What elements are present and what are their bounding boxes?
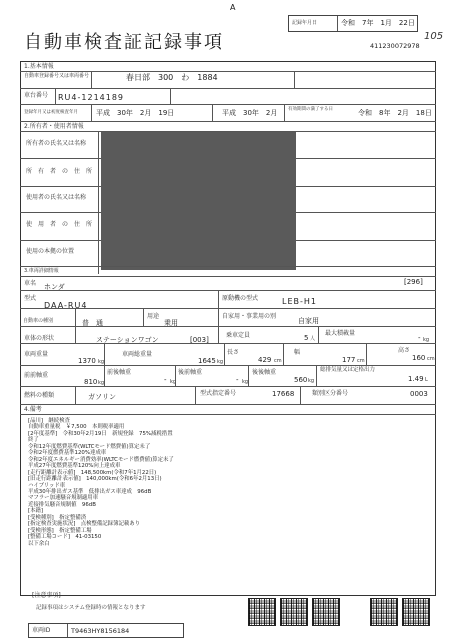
note-text: 記録事項はシステム登録時の情報となります	[36, 605, 146, 611]
remark-line: [整備工場コード] 41-03150	[28, 534, 102, 541]
remark-line: 自動車重量税 ￥7,500 本則税率適用	[28, 424, 125, 431]
page-title: 自動車検査証記録事項	[24, 32, 224, 53]
car-id-label: 車両ID	[32, 627, 51, 634]
remark-line: [本籍]	[28, 508, 43, 515]
user-address-label: 使 用 者 の 住 所	[26, 221, 93, 228]
length-unit: cm	[274, 358, 282, 364]
displacement-label: 総排気量又は定格出力	[320, 367, 376, 373]
rf-axle-label: 後前軸重	[178, 369, 203, 376]
maker-code: [296]	[404, 278, 423, 286]
user-name-label: 使用者の氏名又は名称	[26, 194, 87, 201]
maker-value: ホンダ	[44, 283, 65, 291]
remark-line: [指定検査実施状況] 点検整備記録簿記載あり	[28, 521, 141, 528]
remark-line: [受検種別] 指定整備済	[28, 514, 87, 521]
use-value: 乗用	[164, 319, 178, 327]
handwritten-number: 105	[424, 31, 444, 42]
remarks-list	[28, 418, 268, 547]
height-label: 高さ	[398, 347, 411, 354]
use-label: 用途	[147, 313, 160, 320]
ff-axle-value: 810	[84, 378, 98, 386]
remark-line: 近接排気騒音規制値 96dB	[28, 501, 96, 508]
qr-code-4	[370, 598, 398, 626]
weight-value: 1370	[78, 357, 96, 365]
remark-line: 終了	[28, 437, 39, 444]
height-unit: cm	[427, 356, 435, 362]
engine-label: 原動機の型式	[222, 295, 259, 302]
record-date-label: 記録年月日	[292, 20, 318, 26]
fr-axle-label: 前後軸重	[107, 369, 132, 376]
remark-line: 令和2年度エネルギー消費効率(WLTCモード燃費値)算定未了	[28, 456, 174, 463]
first-reg-value: 平成 30年 2月 19日	[96, 109, 175, 117]
top-mark: A	[230, 3, 236, 12]
chassis-label: 車台番号	[24, 92, 49, 99]
section2-heading: 2.所有者・使用者情報	[24, 123, 84, 130]
ff-axle-unit: kg	[98, 380, 105, 386]
fr-axle-value: -	[164, 376, 167, 384]
base-location-label: 使用の本拠の位置	[26, 248, 75, 255]
ff-axle-label: 前前軸重	[24, 372, 49, 379]
rr-axle-value: 560	[294, 376, 308, 384]
kind-value: 普 通	[82, 319, 103, 327]
expiry-label: 有効期間の満了する日	[288, 107, 333, 112]
remark-line: [2年度基準] 令和30年2月19日 新規登録 75%減税措置	[28, 430, 173, 437]
qr-code-3	[312, 598, 340, 626]
remark-line: 平成30年排出ガス基準 低排出ガス車達成 96dB	[28, 488, 152, 495]
length-value: 429	[258, 356, 272, 364]
capacity-unit: 人	[310, 336, 316, 342]
first-reg-value-2: 平成 30年 2月	[222, 109, 278, 117]
remark-line: [受検形態] 指定整備工場	[28, 527, 92, 534]
document-number: 411230072978	[370, 42, 420, 50]
remark-line: [品川] 継続検査	[28, 418, 70, 424]
section3-heading: 3.車両詳細情報	[24, 268, 59, 274]
private-value: 自家用	[298, 317, 319, 325]
displacement-value: 1.49	[408, 375, 424, 383]
body-label: 車体の形状	[24, 335, 55, 342]
car-id-box	[28, 623, 184, 638]
remark-line: マフラー加速騒音規制適用車	[28, 495, 99, 502]
chassis-value: RU4-1214189	[58, 93, 125, 102]
record-date-box	[288, 15, 418, 32]
remark-line: 令和12年度燃費基準(WLTCモード燃費値)算定未了	[28, 443, 151, 450]
remark-line: 以下余白	[28, 540, 50, 547]
body-value: ステーションワゴン	[96, 336, 159, 344]
width-value: 177	[342, 356, 356, 364]
note-heading: [注意事項]	[32, 592, 61, 599]
height-value: 160	[412, 354, 426, 362]
remark-line: 令和2年度燃費基準120%達成車	[28, 450, 107, 457]
expiry-value: 令和 8年 2月 18日	[358, 109, 432, 117]
fuel-label: 燃料の種類	[24, 392, 55, 399]
registration-label: 自動車登録番号又は車両番号	[24, 73, 90, 79]
registration-value: 春日部 300 わ 1884	[126, 73, 218, 82]
qr-code-5	[402, 598, 430, 626]
owner-name-label: 所有者の氏名又は名称	[26, 140, 87, 147]
fr-axle-unit: kg	[170, 379, 177, 385]
weight-label: 車両重量	[24, 351, 49, 358]
load-value: -	[418, 334, 421, 342]
rf-axle-unit: kg	[242, 379, 249, 385]
owner-info-redaction	[101, 132, 296, 270]
remark-line: [走行距離計表示値] 148,500km(令和7年1月22日)	[28, 469, 157, 476]
engine-value: LEB-H1	[282, 297, 317, 306]
car-id-value: T9463HY8156184	[71, 627, 130, 635]
model-label: 型式	[24, 295, 37, 302]
width-unit: cm	[357, 358, 365, 364]
gross-unit: kg	[217, 359, 224, 365]
qr-code-2	[280, 598, 308, 626]
load-label: 最大積載量	[325, 330, 356, 337]
type-number-value: 17668	[272, 390, 295, 398]
rf-axle-value: -	[236, 376, 239, 384]
private-label: 自家用・事業用の別	[222, 313, 277, 320]
remark-line: [旧走行距離計表示値] 140,000km(令和6年2月13日)	[28, 476, 162, 483]
class-number-value: 0003	[410, 390, 428, 398]
length-label: 長さ	[227, 349, 240, 356]
model-value: DAA-RU4	[44, 301, 88, 310]
owner-address-label: 所 有 者 の 住 所	[26, 168, 93, 175]
capacity-label: 乗車定員	[226, 332, 251, 339]
maker-label: 車名	[24, 280, 37, 287]
section4-heading: 4.備考	[24, 406, 42, 413]
section1-heading: 1.基本情報	[24, 63, 54, 70]
qr-code-1	[248, 598, 276, 626]
record-date-value: 令和 7年 1月 22日	[341, 19, 415, 27]
type-number-label: 型式指定番号	[200, 390, 237, 397]
weight-unit: kg	[98, 359, 105, 365]
width-label: 幅	[294, 349, 301, 356]
fuel-value: ガソリン	[88, 393, 116, 401]
capacity-value: 5	[304, 334, 309, 342]
remark-line: 平成27年度燃費基準120%向上達成車	[28, 463, 121, 470]
remark-line: ハイブリッド車	[28, 482, 66, 489]
load-unit: kg	[423, 337, 430, 343]
gross-label: 車両総重量	[122, 351, 153, 358]
first-reg-label: 登録年月又は初度検査年月	[24, 110, 78, 115]
rr-axle-unit: kg	[308, 378, 315, 384]
gross-value: 1645	[198, 357, 216, 365]
class-number-label: 類別区分番号	[312, 390, 349, 397]
rr-axle-label: 後後軸重	[252, 369, 277, 376]
displacement-unit: L	[425, 377, 428, 383]
body-code: [003]	[190, 336, 209, 344]
kind-label: 自動車の種別	[23, 318, 54, 324]
